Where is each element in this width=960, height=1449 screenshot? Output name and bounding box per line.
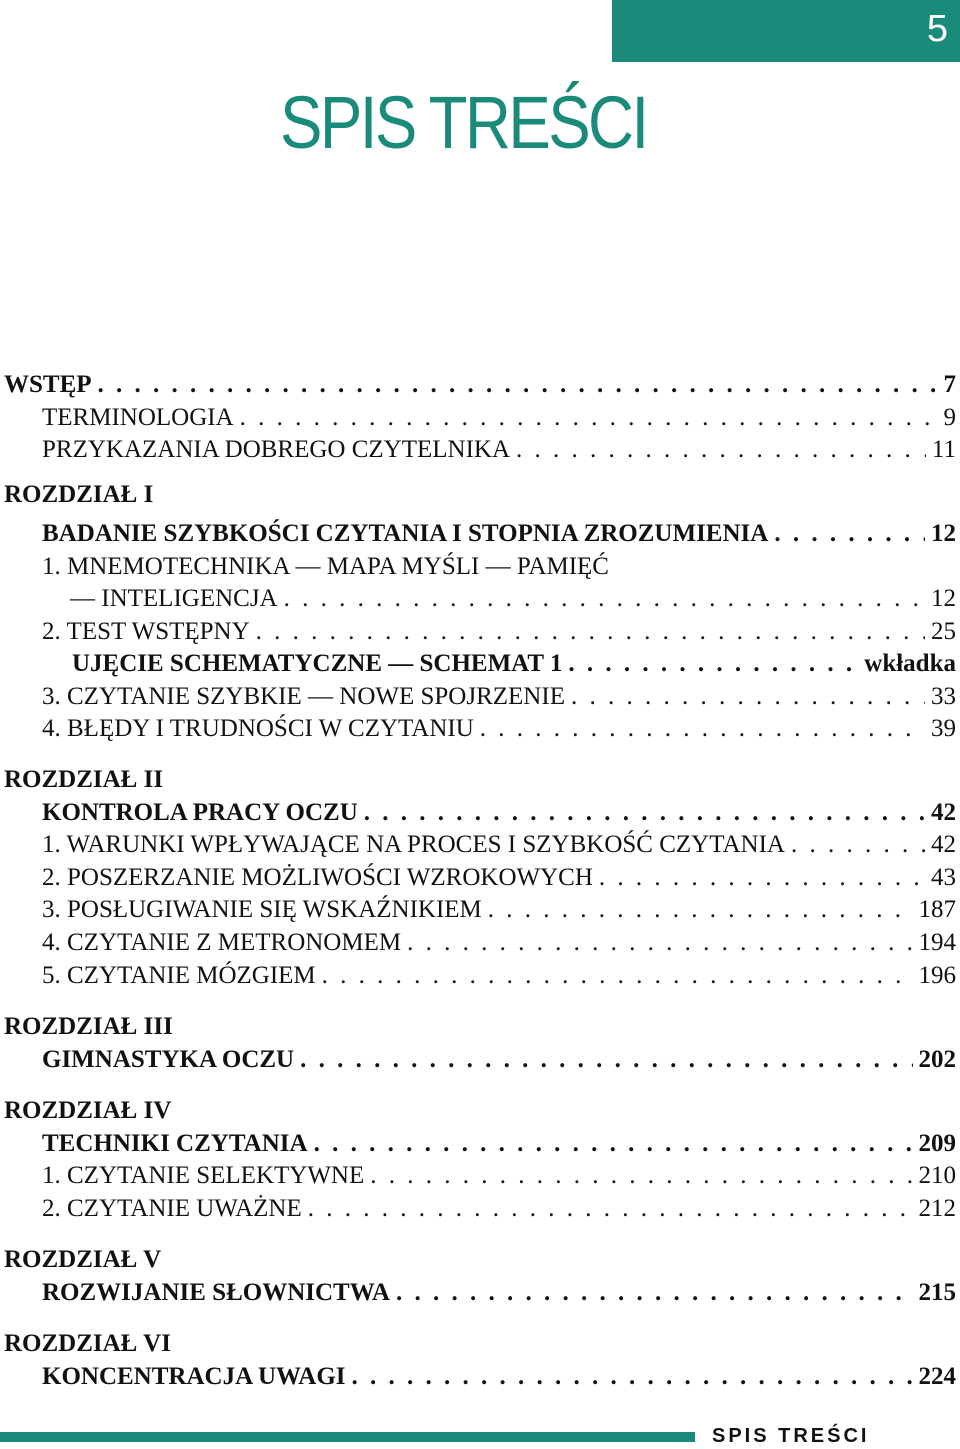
dot-leader [308, 1192, 913, 1226]
chapter-heading-1: ROZDZIAŁ I [4, 481, 154, 508]
page-number-tab [612, 0, 960, 62]
dot-leader [791, 828, 925, 862]
chapter-heading-2: ROZDZIAŁ II [4, 766, 164, 793]
dot-leader [396, 1276, 913, 1310]
toc-entry-uwazne[interactable]: 2. CZYTANIE UWAŻNE . . . 212 [42, 1192, 956, 1226]
dot-leader [571, 680, 925, 714]
toc-entry-przykazania[interactable]: PRZYKAZANIA DOBREGO CZYTELNIKA . . . 11 [42, 433, 956, 467]
toc-entry-metronom[interactable]: 4. CZYTANIE Z METRONOMEM . . . 194 [42, 926, 956, 960]
dot-leader [314, 1127, 913, 1161]
running-footer: SPIS TREŚCI [712, 1425, 870, 1447]
toc-entry-chapter-2-title[interactable]: KONTROLA PRACY OCZU . . . 42 [42, 796, 956, 830]
dot-leader [284, 582, 925, 616]
chapter-heading-4: ROZDZIAŁ IV [4, 1097, 172, 1124]
chapter-heading-3: ROZDZIAŁ III [4, 1013, 173, 1040]
dot-leader [488, 893, 913, 927]
dot-leader [256, 615, 925, 649]
dot-leader [480, 712, 925, 746]
toc-entry-chapter-1-title[interactable]: BADANIE SZYBKOŚCI CZYTANIA I STOPNIA ZROZUMIENIA . . . 12 [42, 517, 956, 551]
dot-leader [352, 1360, 913, 1394]
toc-entry-bledy[interactable]: 4. BŁĘDY I TRUDNOŚCI W CZYTANIU . . . 39 [42, 712, 956, 746]
dot-leader [98, 368, 938, 402]
toc-entry-poszerzanie[interactable]: 2. POSZERZANIE MOŻLIWOŚCI WZROKOWYCH . . . 43 [42, 861, 956, 895]
chapter-heading-6: ROZDZIAŁ VI [4, 1330, 171, 1357]
dot-leader [599, 861, 925, 895]
dot-leader [407, 926, 912, 960]
toc-entry-gimnastyka[interactable]: GIMNASTYKA OCZU . . . 202 [42, 1043, 956, 1077]
toc-entry-koncentracja[interactable]: KONCENTRACJA UWAGI . . . 224 [42, 1360, 956, 1394]
toc-entry-czytanie-szybkie[interactable]: 3. CZYTANIE SZYBKIE — NOWE SPOJRZENIE . . . 33 [42, 680, 956, 714]
toc-entry-selektywne[interactable]: 1. CZYTANIE SELEKTYWNE . . . 210 [42, 1159, 956, 1193]
dot-leader [364, 796, 925, 830]
page-number: 5 [926, 8, 948, 50]
dot-leader [322, 959, 913, 993]
toc-entry-mnemotechnika[interactable]: 1. MNEMOTECHNIKA — MAPA MYŚLI — PAMIĘĆ [42, 553, 609, 580]
toc-entry-warunki[interactable]: 1. WARUNKI WPŁYWAJĄCE NA PROCES I SZYBKOŚĆ CZYTANIA . . . 42 [42, 828, 956, 862]
page-title: SPIS TREŚCI [280, 81, 647, 164]
toc-entry-slownictwo[interactable]: ROZWIJANIE SŁOWNICTWA . . . 215 [42, 1276, 956, 1310]
toc-entry-inteligencja[interactable]: — INTELIGENCJA . . . 12 [70, 582, 956, 616]
toc-entry-wstep[interactable]: WSTĘP . . . 7 [4, 368, 956, 402]
toc-entry-mozg[interactable]: 5. CZYTANIE MÓZGIEM . . . 196 [42, 959, 956, 993]
toc-entry-techniki[interactable]: TECHNIKI CZYTANIA . . . 209 [42, 1127, 956, 1161]
toc-entry-wskaznik[interactable]: 3. POSŁUGIWANIE SIĘ WSKAŹNIKIEM . . . 187 [42, 893, 956, 927]
toc-entry-terminologia[interactable]: TERMINOLOGIA . . . 9 [42, 401, 956, 435]
dot-leader [568, 647, 858, 681]
chapter-heading-5: ROZDZIAŁ V [4, 1246, 162, 1273]
toc-entry-schemat[interactable]: UJĘCIE SCHEMATYCZNE — SCHEMAT 1 . . . wkładka [72, 647, 956, 681]
dot-leader [774, 517, 925, 551]
dot-leader [240, 401, 938, 435]
footer-rule [0, 1432, 695, 1442]
dot-leader [516, 433, 926, 467]
toc-entry-test-wstepny[interactable]: 2. TEST WSTĘPNY . . . 25 [42, 615, 956, 649]
dot-leader [300, 1043, 912, 1077]
dot-leader [370, 1159, 912, 1193]
